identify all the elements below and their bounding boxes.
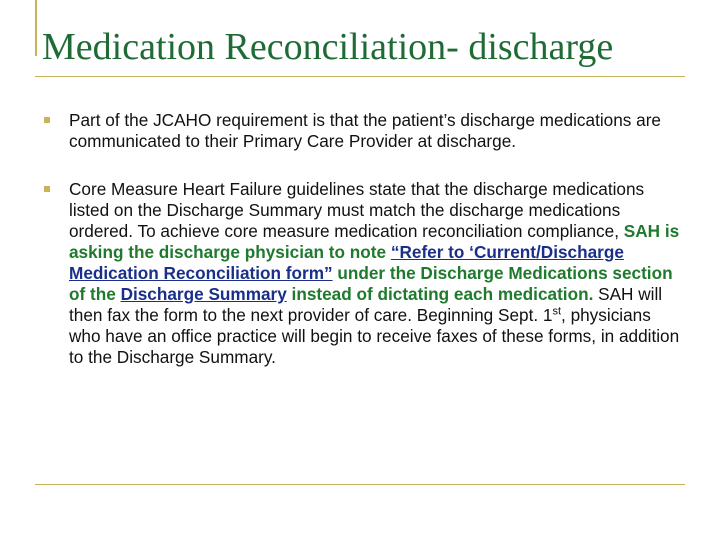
top-left-accent-line: [35, 0, 37, 56]
emphasis-text: under the Discharge Medications section of the: [69, 263, 673, 304]
slide-title: Medication Reconciliation- discharge: [42, 26, 614, 68]
ordinal-suffix: st: [552, 305, 562, 318]
title-divider: [35, 76, 685, 77]
bullet-text: Part of the JCAHO requirement is that the patient’s discharge medications are communicated to their Primary Care Provider at discharge.: [69, 110, 661, 151]
emphasis-text: instead of dictating each medication.: [286, 284, 594, 304]
bullet-text-fax: SAH will then fax the form to the next provider of care. Beginning Sept. 1: [69, 284, 663, 325]
bullet-list: [42, 110, 682, 395]
refer-form-link[interactable]: “Refer to ‘Current/Discharge Medication Reconciliation form”: [69, 242, 624, 283]
square-bullet-icon: [44, 186, 50, 192]
footer-divider: [35, 484, 685, 485]
bullet-text-closing: , physicians who have an office practice will begin to receive faxes of these forms, in addition to the Discharge Summary.: [69, 305, 680, 367]
discharge-summary-link[interactable]: Discharge Summary: [120, 284, 287, 304]
bullet-text-intro: Core Measure Heart Failure guidelines state that the discharge medications listed on the Discharge Summary must match the discharge medications ordered. To achieve core measure medication reconciliation compliance,: [69, 179, 645, 241]
emphasis-text: SAH is asking the discharge physician to note: [69, 221, 680, 262]
bullet-item-jcaho: [42, 110, 682, 152]
square-bullet-icon: [44, 117, 50, 123]
bullet-item-core-measure: [42, 179, 682, 368]
